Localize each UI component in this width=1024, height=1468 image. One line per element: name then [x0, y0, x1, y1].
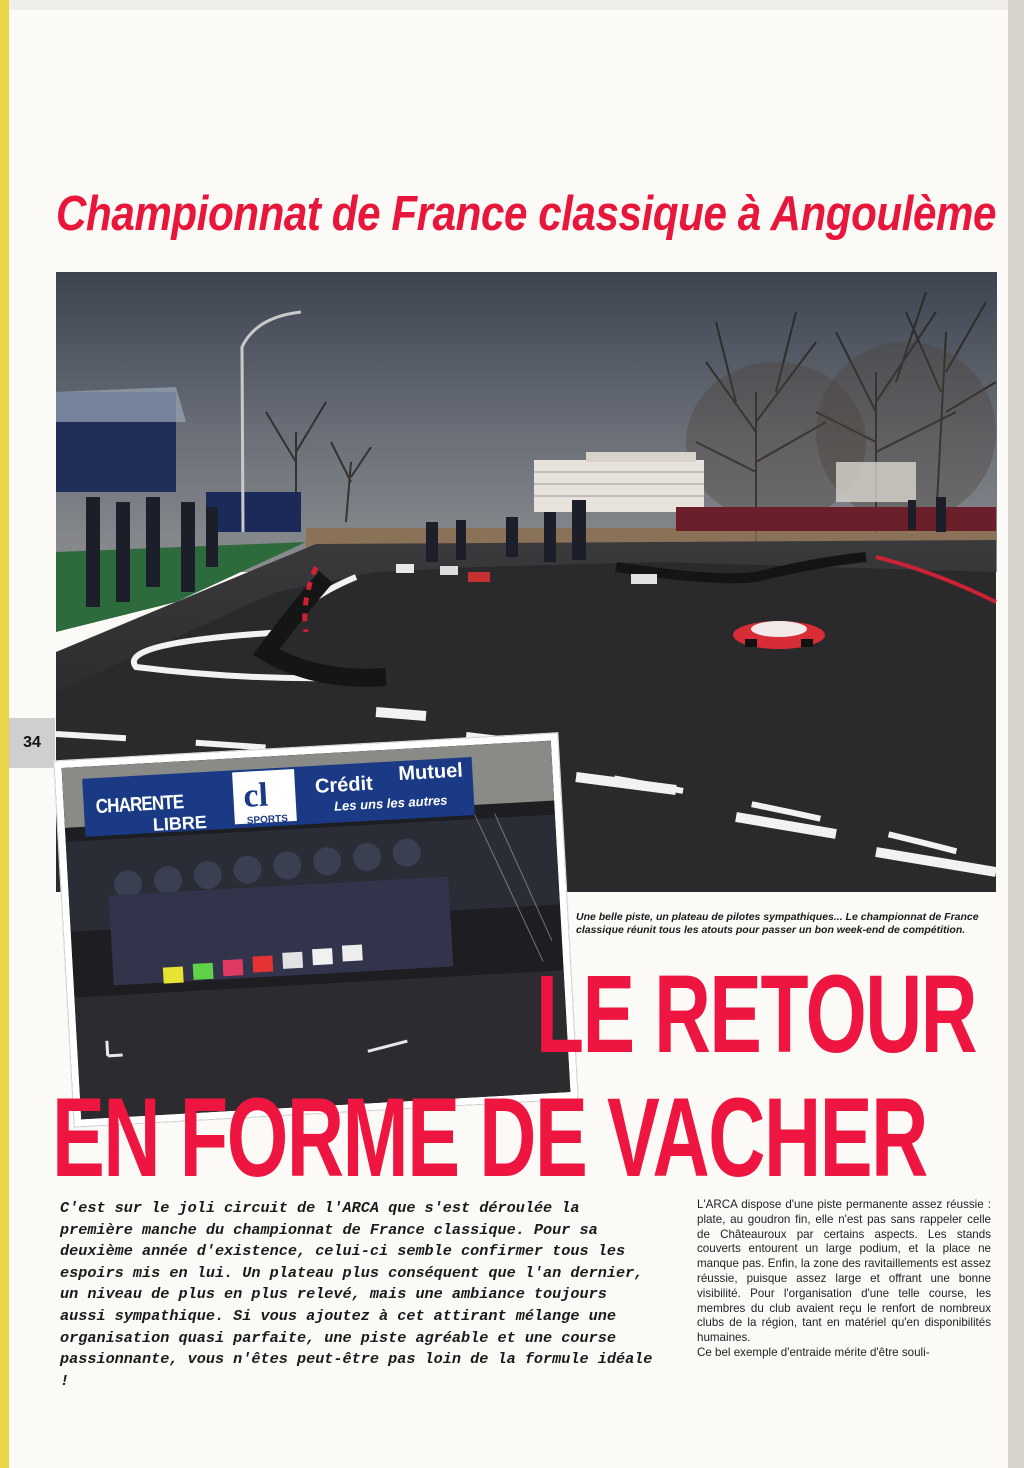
article-intro: C'est sur le joli circuit de l'ARCA que s'est déroulée la première manche du championnat de France classique. Pour sa deuxième année d'existence, celui-ci semble confirmer tous les espoirs mis en lui. Un plateau plus conséquent que l'an dernier, un niveau de plus en plus relevé, mais une ambiance toujours aussi sympathique. Si vous ajoutez à cet attirant mélange une organisation quasi parfaite, une piste agréable et une course passionnante, vous n'êtes peut-être pas loin de la formule idéale !: [60, 1199, 653, 1390]
page-edge-strip: [0, 0, 9, 1468]
inset-banner-credit: Crédit: [314, 772, 374, 798]
headline-line-1: LE RETOUR: [536, 953, 977, 1076]
article-body-column: [697, 1198, 991, 1361]
inset-banner-slogan: Les uns les autres: [333, 792, 448, 814]
page-number: 34: [9, 718, 55, 768]
inset-banner-cl-logo: cl: [242, 776, 269, 815]
inset-banner-libre: LIBRE: [152, 811, 208, 835]
body-paragraph: L'ARCA dispose d'une piste permanente assez réussie : plate, au goudron fin, elle n'est pas sans rappeler celle de Châteauroux par certains aspects. Les stands couverts entourent un large podium, et la place ne manque pas. Enfin, la zone des ravitaillements est assez réussie, puisque assez large et offrant une bonne visibilité. Pour l'organisation d'une telle course, les membres du club avaient reçu le renfort de nombreux clubs de la région, tant en matériel qu'en disponibilités humaines.: [697, 1198, 991, 1345]
headline-line-2: EN FORME DE VACHER: [52, 1075, 927, 1200]
rc-car: [733, 621, 825, 649]
pilots-group-photo: [54, 733, 578, 1127]
body-paragraph: Ce bel exemple d'entraide mérite d'être souli-: [697, 1345, 930, 1359]
inset-banner-sports: SPORTS: [246, 813, 289, 827]
page-right-edge: [1008, 0, 1024, 1468]
building: [534, 460, 704, 512]
article-kicker-title: Championnat de France classique à Angoulème: [56, 187, 997, 241]
photo-caption: Une belle piste, un plateau de pilotes sympathiques... Le championnat de France classique réunit tous les atouts pour passer un bon week-end de compétition.: [576, 911, 979, 936]
inset-banner-mutuel: Mutuel: [397, 759, 464, 786]
page-top-edge: [0, 0, 1024, 10]
inset-banner-charente: CHARENTE: [95, 791, 184, 819]
